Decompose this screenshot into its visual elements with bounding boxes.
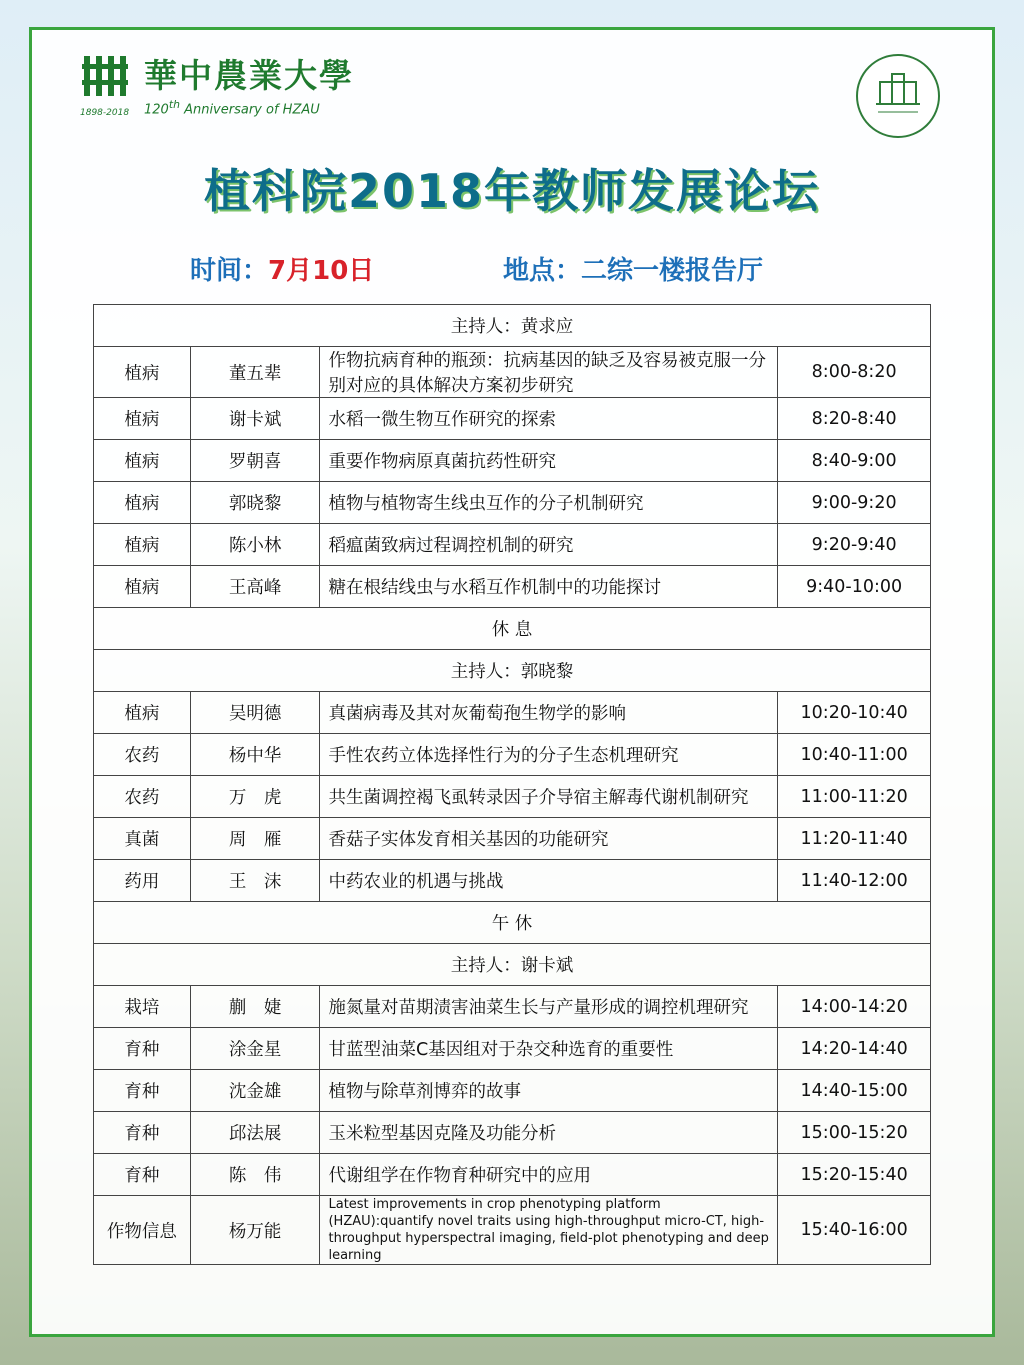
dept-cell: 作物信息 [94, 1196, 191, 1265]
speaker-cell: 涂金星 [190, 1028, 320, 1070]
dept-cell: 植病 [94, 398, 191, 440]
time-cell: 14:40-15:00 [778, 1070, 931, 1112]
time-cell: 9:40-10:00 [778, 566, 931, 608]
host-label: 主持人：谢卡斌 [94, 944, 931, 986]
talk-row [94, 734, 931, 776]
time-cell: 11:20-11:40 [778, 818, 931, 860]
talk-row [94, 524, 931, 566]
topic-cell: 施氮量对苗期渍害油菜生长与产量形成的调控机理研究 [320, 986, 778, 1028]
break-row [94, 902, 931, 944]
place-value: 二综一楼报告厅 [581, 256, 764, 286]
time-cell: 8:00-8:20 [778, 347, 931, 398]
speaker-cell: 郭晓黎 [190, 482, 320, 524]
host-label: 主持人：郭晓黎 [94, 650, 931, 692]
speaker-cell: 杨中华 [190, 734, 320, 776]
anniversary-label: Anniversary of HZAU [184, 102, 320, 118]
time-cell: 11:00-11:20 [778, 776, 931, 818]
talk-row [94, 440, 931, 482]
talk-row [94, 347, 931, 398]
talk-row [94, 818, 931, 860]
dept-cell: 植病 [94, 482, 191, 524]
break-row [94, 608, 931, 650]
topic-cell: 代谢组学在作物育种研究中的应用 [320, 1154, 778, 1196]
break-label: 午 休 [94, 902, 931, 944]
speaker-cell: 邱法展 [190, 1112, 320, 1154]
dept-cell: 栽培 [94, 986, 191, 1028]
speaker-cell: 谢卡斌 [190, 398, 320, 440]
speaker-cell: 陈小林 [190, 524, 320, 566]
time-info [190, 250, 374, 287]
talk-row [94, 1154, 931, 1196]
speaker-cell: 蒯 婕 [190, 986, 320, 1028]
college-seal-icon [856, 54, 940, 138]
dept-cell: 植病 [94, 692, 191, 734]
time-cell: 10:20-10:40 [778, 692, 931, 734]
topic-cell: 水稻一微生物互作研究的探索 [320, 398, 778, 440]
talk-row [94, 398, 931, 440]
host-row [94, 944, 931, 986]
dept-cell: 育种 [94, 1154, 191, 1196]
time-cell: 8:40-9:00 [778, 440, 931, 482]
topic-cell: 真菌病毒及其对灰葡萄孢生物学的影响 [320, 692, 778, 734]
speaker-cell: 陈 伟 [190, 1154, 320, 1196]
talk-row [94, 776, 931, 818]
topic-cell: 共生菌调控褐飞虱转录因子介导宿主解毒代谢机制研究 [320, 776, 778, 818]
talk-row [94, 1070, 931, 1112]
place-label: 地点： [503, 256, 582, 286]
topic-cell: 重要作物病原真菌抗药性研究 [320, 440, 778, 482]
speaker-cell: 周 雁 [190, 818, 320, 860]
university-name: 華中農業大學 [144, 56, 354, 95]
topic-cell: 作物抗病育种的瓶颈：抗病基因的缺乏及容易被克服一分别对应的具体解决方案初步研究 [320, 347, 778, 398]
speaker-cell: 董五辈 [190, 347, 320, 398]
topic-cell: 甘蓝型油菜C基因组对于杂交种选育的重要性 [320, 1028, 778, 1070]
place-info [503, 250, 763, 287]
time-cell: 15:00-15:20 [778, 1112, 931, 1154]
dept-cell: 药用 [94, 860, 191, 902]
time-cell: 8:20-8:40 [778, 398, 931, 440]
dept-cell: 植病 [94, 440, 191, 482]
break-label: 休 息 [94, 608, 931, 650]
speaker-cell: 王高峰 [190, 566, 320, 608]
speaker-cell: 沈金雄 [190, 1070, 320, 1112]
topic-cell: 植物与植物寄生线虫互作的分子机制研究 [320, 482, 778, 524]
talk-row [94, 692, 931, 734]
time-cell: 9:20-9:40 [778, 524, 931, 566]
talk-row [94, 1028, 931, 1070]
time-cell: 10:40-11:00 [778, 734, 931, 776]
topic-cell: 植物与除草剂博弈的故事 [320, 1070, 778, 1112]
schedule-body [94, 305, 931, 1265]
time-cell: 15:20-15:40 [778, 1154, 931, 1196]
time-cell: 14:20-14:40 [778, 1028, 931, 1070]
dept-cell: 农药 [94, 734, 191, 776]
host-row [94, 305, 931, 347]
speaker-cell: 罗朝喜 [190, 440, 320, 482]
topic-cell: 手性农药立体选择性行为的分子生态机理研究 [320, 734, 778, 776]
anniversary-number: 120 [144, 102, 169, 118]
speaker-cell: 杨万能 [190, 1196, 320, 1265]
talk-row [94, 566, 931, 608]
dept-cell: 真菌 [94, 818, 191, 860]
talk-row [94, 1112, 931, 1154]
university-emblem-icon [80, 50, 132, 102]
dept-cell: 植病 [94, 347, 191, 398]
topic-cell: 糖在根结线虫与水稻互作机制中的功能探讨 [320, 566, 778, 608]
topic-cell: 香菇子实体发育相关基因的功能研究 [320, 818, 778, 860]
host-row [94, 650, 931, 692]
topic-cell: 玉米粒型基因克隆及功能分析 [320, 1112, 778, 1154]
talk-row [94, 986, 931, 1028]
schedule-table [93, 304, 931, 1265]
time-cell: 9:00-9:20 [778, 482, 931, 524]
anniversary-sup: th [168, 98, 180, 111]
host-label: 主持人：黄求应 [94, 305, 931, 347]
topic-cell: 稻瘟菌致病过程调控机制的研究 [320, 524, 778, 566]
time-cell: 11:40-12:00 [778, 860, 931, 902]
years-text: 1898-2018 [80, 108, 130, 118]
talk-row [94, 860, 931, 902]
speaker-cell: 万 虎 [190, 776, 320, 818]
dept-cell: 植病 [94, 524, 191, 566]
time-cell: 15:40-16:00 [778, 1196, 931, 1265]
talk-row [94, 1196, 931, 1265]
university-logo [80, 48, 360, 118]
dept-cell: 育种 [94, 1112, 191, 1154]
dept-cell: 育种 [94, 1028, 191, 1070]
anniversary-text [144, 98, 320, 117]
dept-cell: 育种 [94, 1070, 191, 1112]
page-title: 植科院2018年教师发展论坛 [203, 164, 821, 218]
speaker-cell: 吴明德 [190, 692, 320, 734]
dept-cell: 植病 [94, 566, 191, 608]
time-value: 7月10日 [268, 256, 375, 286]
topic-cell: Latest improvements in crop phenotyping platform (HZAU):quantify novel traits using high-throughput micro-CT, high-throughput hyperspectral imaging, field-plot phenotyping and deep learning [320, 1196, 778, 1265]
topic-cell: 中药农业的机遇与挑战 [320, 860, 778, 902]
dept-cell: 农药 [94, 776, 191, 818]
speaker-cell: 王 沫 [190, 860, 320, 902]
time-label: 时间： [190, 256, 269, 286]
talk-row [94, 482, 931, 524]
time-cell: 14:00-14:20 [778, 986, 931, 1028]
